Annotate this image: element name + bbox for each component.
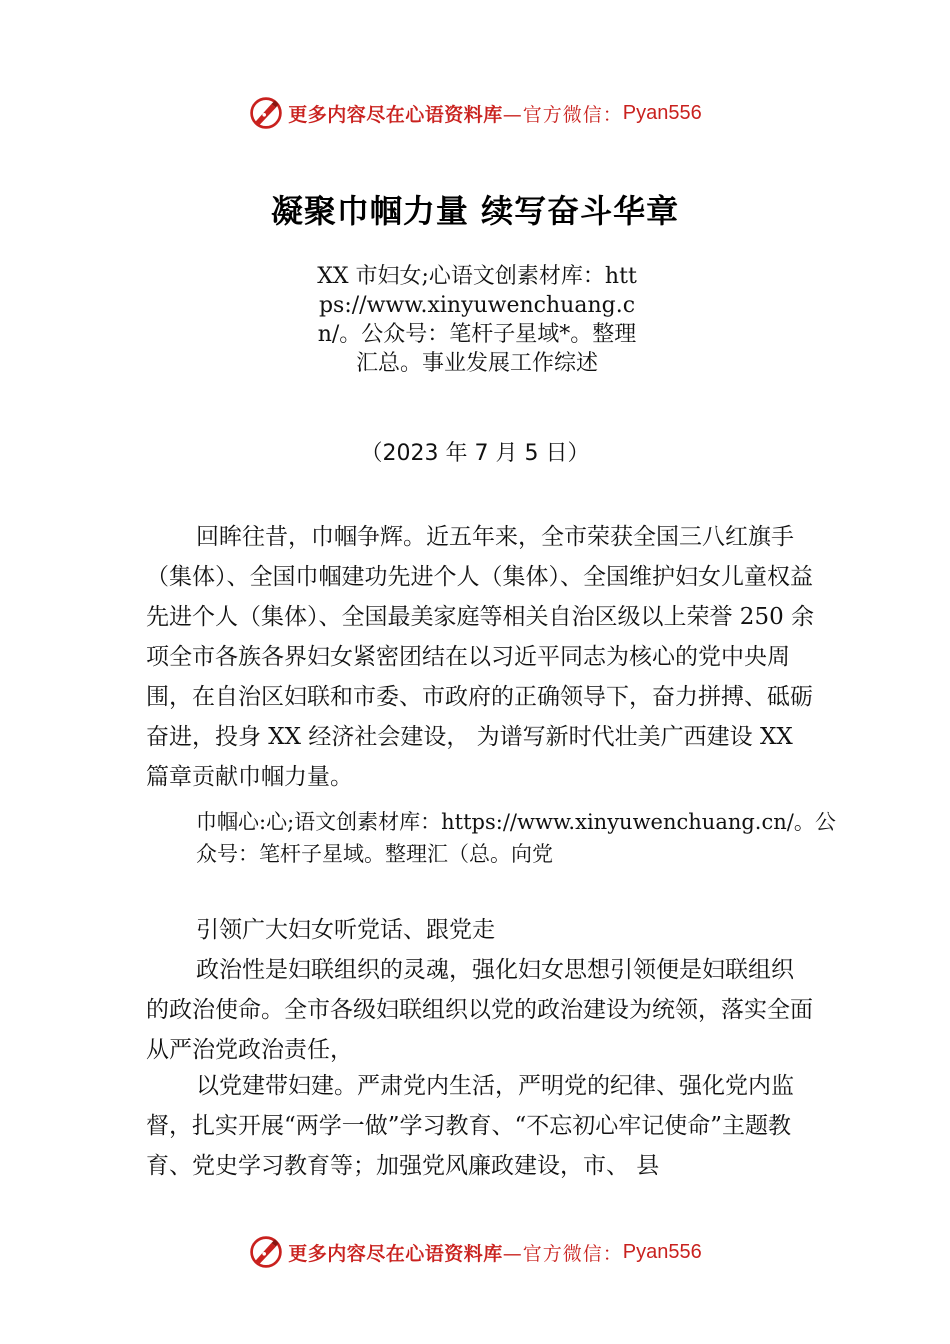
section-lead-line: 引领广大妇女听党话、跟党走 xyxy=(196,917,495,943)
author-block: XX 市妇女;心语文创素材库：https://www.xinyuwenchuang.cn/。公众号：笔杆子星域*。整理汇总。事业发展工作综述 xyxy=(317,264,637,376)
document-date: （2023 年 7 月 5 日） xyxy=(360,441,590,466)
banner-dash-text: —官方微信： xyxy=(502,1242,623,1265)
banner-dash-text: —官方微信： xyxy=(502,103,623,126)
pen-nib-logo-icon xyxy=(248,95,284,131)
banner-text: 更多内容尽在心语资料库 xyxy=(288,1242,503,1265)
note-paragraph: 巾帼心:心;语文创素材库：https://www.xinyuwenchuang.cn/。公众号：笔杆子星域。整理汇（总。向党 xyxy=(196,810,836,866)
banner-wechat-id: Pyan556 xyxy=(622,1240,702,1263)
paragraph-3: 以党建带妇建。严肃党内生活，严明党的纪律、强化党内监督，扎实开展“两学一做”学习教育、“不忘初心牢记使命”主题教育、党史学习教育等；加强党风廉政建设，市、 县 xyxy=(146,1073,794,1179)
paragraph-2: 政治性是妇联组织的灵魂，强化妇女思想引领便是妇联组织的政治使命。全市各级妇联组织以党的政治建设为统领，落实全面从严治党政治责任， xyxy=(146,957,813,1063)
banner-text: 更多内容尽在心语资料库 xyxy=(288,103,503,126)
document-title: 凝聚巾帼力量 续写奋斗华章 xyxy=(270,192,680,230)
footer-banner xyxy=(0,1232,950,1272)
pen-nib-logo-icon xyxy=(248,1234,284,1270)
paragraph-1: 回眸往昔，巾帼争辉。近五年来，全市荣获全国三八红旗手（集体）、全国巾帼建功先进个人（集体）、全国维护妇女儿童权益先进个人（集体）、全国最美家庭等相关自治区级以上荣誉 250 余项全市各族各界妇女紧密团结在以习近平同志为核心的党中央周围，在自治区妇联和市委、市政府的正确领导下，奋力拼搏、砥砺奋进，投身 XX 经济社会建设， 为谱写新时代壮美广西建设 XX 篇章贡献巾帼力量。 xyxy=(146,524,815,790)
banner-wechat-id: Pyan556 xyxy=(622,101,702,124)
header-banner xyxy=(0,93,950,133)
